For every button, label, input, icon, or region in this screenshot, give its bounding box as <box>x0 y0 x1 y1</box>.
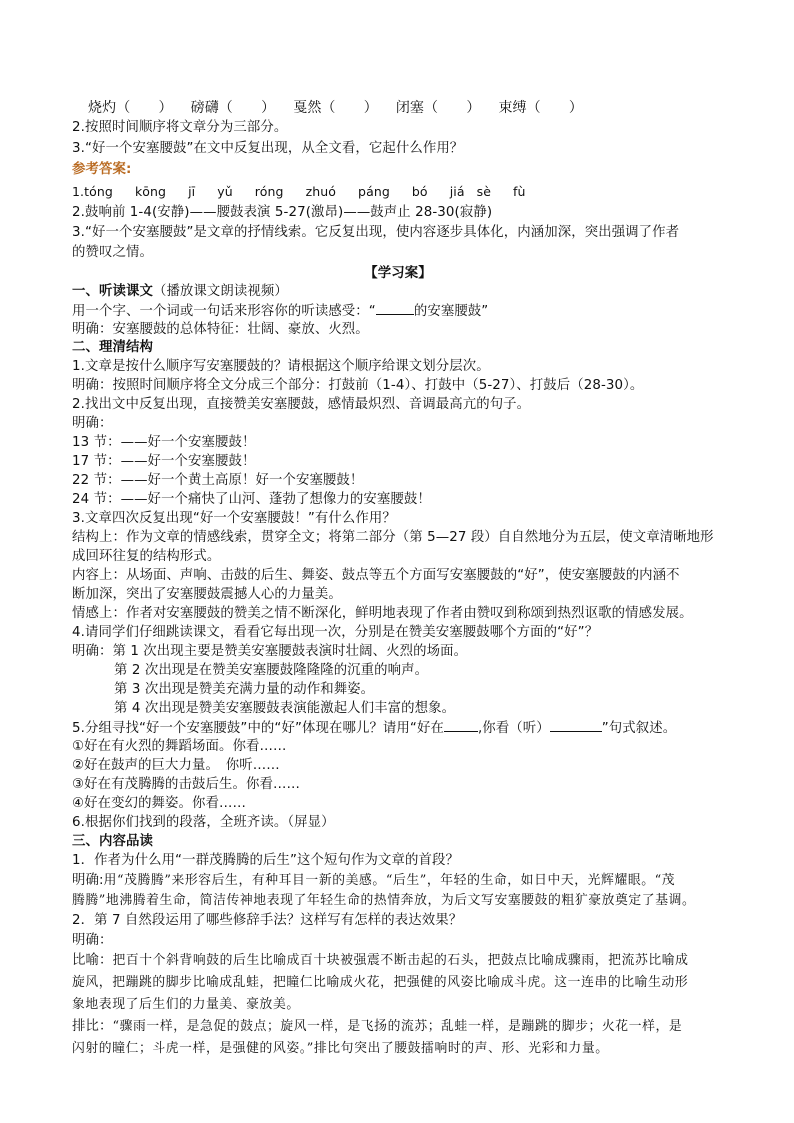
answer-label: 明确: <box>72 873 104 888</box>
s2-question-4: 4.请同学们仔细跳读课文，看看它每出现一次，分别是在赞美安塞腰鼓哪个方面的“好”？ <box>72 625 599 640</box>
blank-line <box>550 719 602 732</box>
s2-question-5 <box>72 719 676 737</box>
s2-question-2: 2.找出文中反复出现，直接赞美安塞腰鼓，感情最炽烈、音调最高亢的句子。 <box>72 397 531 412</box>
pinyin: jī <box>188 184 196 199</box>
pinyin: zhuó <box>305 184 337 199</box>
vocab-word: 闭塞（ ） <box>395 100 481 116</box>
pinyin: sè <box>476 184 491 199</box>
s2-answer-2-label: 明确： <box>72 416 113 431</box>
pinyin: yǔ <box>217 184 233 199</box>
s2-structure-line-2: 成回环往复的结构形式。 <box>72 549 221 564</box>
q5-text-mid: ,你看（听） <box>477 721 550 736</box>
pinyin: fù <box>513 184 526 199</box>
s2-choice: ④好在变幻的舞姿。你看…… <box>72 796 246 811</box>
s2-answer-4-1: 明确：第 1 次出现主要是赞美安塞腰鼓表演时壮阔、火烈的场面。 <box>72 644 468 659</box>
section-1-answer: 明确：安塞腰鼓的总体特征：壮阔、豪放、火烈。 <box>72 322 369 337</box>
section-1-heading <box>72 283 288 300</box>
s3-answer-2-label: 明确： <box>72 933 113 948</box>
vocab-word: 戛然（ ） <box>293 100 378 116</box>
s3-parallel-line-2: 闪射的瞳仁；斗虎一样，是强健的风姿。”排比句突出了腰鼓擂响时的声、形、光彩和力量。 <box>72 1041 609 1056</box>
answer-3-line-2: 的赞叹之情。 <box>72 245 153 260</box>
pinyin: bó <box>411 184 428 199</box>
s2-question-1: 1.文章是按什么顺序写安塞腰鼓的？请根据这个顺序给课文划分层次。 <box>72 359 490 374</box>
s2-structure-line-1: 结构上：作为文章的情感线索，贯穿全文；将第二部分（第 5—27 段）自自然地分为五层，使文章清晰地形 <box>72 530 714 545</box>
s3-answer-1-line-1 <box>72 872 675 889</box>
s3-metaphor-line-3: 象地表现了后生们的力量美、豪放美。 <box>72 997 300 1012</box>
s2-answer-4-4: 第 4 次出现是赞美安塞腰鼓表演能激起人们丰富的想象。 <box>114 701 456 716</box>
s2-content-line-2: 断加深，突出了安塞腰鼓震撼人心的力量美。 <box>72 587 342 602</box>
s2-answer-4-3: 第 3 次出现是赞美充满力量的动作和舞姿。 <box>114 682 375 697</box>
s3-answer-1-line-2: 腾腾”地沸腾着生命，简洁传神地表现了年轻生命的热情奔放，为后文写安塞腰鼓的粗犷豪放奠定了基调。 <box>72 893 696 908</box>
metaphor-label: 比喻： <box>72 953 113 968</box>
pinyin: jiá <box>449 184 465 199</box>
s3-parallel-line-1 <box>72 1018 682 1035</box>
prompt-text: 用一个字、一个词或一句话来形容你的听读感受：“ <box>72 304 376 319</box>
pinyin: 1.tóng <box>72 184 113 199</box>
s2-item: 13 节：——好一个安塞腰鼓！ <box>72 435 256 450</box>
prompt-text-end: 的安塞腰鼓” <box>413 304 489 319</box>
s2-question-6: 6.根据你们找到的段落，全班齐读。（屏显） <box>72 815 335 830</box>
study-plan-title: 【学习案】 <box>364 266 432 281</box>
parallel-label: 排比： <box>72 1019 113 1034</box>
q5-text-end: ”句式叙述。 <box>601 721 677 736</box>
answer-text: 用“茂腾腾”来形容后生，有种耳目一新的美感。“后生”，年轻的生命，如日中天，光辉耀眼。“茂 <box>103 873 676 888</box>
s2-question-3: 3.文章四次反复出现“好一个安塞腰鼓！”有什么作用？ <box>72 511 396 526</box>
blank-line <box>444 719 478 732</box>
section-1-prompt <box>72 302 488 320</box>
s2-item: 22 节：——好一个黄土高原！好一个安塞腰鼓！ <box>72 473 364 488</box>
q5-text: 5.分组寻找“好一个安塞腰鼓”中的“好”体现在哪儿？请用“好在 <box>72 721 444 736</box>
pinyin-answers <box>72 183 548 200</box>
s2-answer-4-2: 第 2 次出现是在赞美安塞腰鼓隆隆隆的沉重的响声。 <box>114 663 429 678</box>
answers-heading: 参考答案: <box>72 162 132 177</box>
s2-answer-1: 明确：按照时间顺序将全文分成三个部分：打鼓前（1-4）、打鼓中（5-27）、打鼓后（28-30）。 <box>72 378 644 393</box>
s2-choice: ②好在鼓声的巨大力量。 你听…… <box>72 758 280 773</box>
s3-question-2: 2．第 7 自然段运用了哪些修辞手法？这样写有怎样的表达效果？ <box>72 913 463 928</box>
s3-metaphor-line-2: 旋风，把蹦跳的脚步比喻成乱蛙，把瞳仁比喻成火花，把强健的风姿比喻成斗虎。这一连串的比喻生动形 <box>72 975 689 990</box>
question-2: 2.按照时间顺序将文章分为三部分。 <box>72 120 288 135</box>
pinyin: kōng <box>134 184 167 199</box>
section-1-note: （播放课文朗读视频） <box>152 284 288 299</box>
s2-choice: ①好在有火烈的舞蹈场面。你看…… <box>72 739 287 754</box>
section-2-heading: 二、理清结构 <box>72 340 153 355</box>
s2-emotion: 情感上：作者对安塞腰鼓的赞美之情不断深化，鲜明地表现了作者由赞叹到称颂到热烈讴歌的情感发展。 <box>72 606 693 621</box>
pinyin: páng <box>358 184 390 199</box>
section-1-title: 一、听读课文 <box>72 284 153 299</box>
vocab-word: 烧灼（ ） <box>88 100 173 116</box>
parallel-text: “骤雨一样，是急促的鼓点；旋风一样，是飞扬的流苏；乱蛙一样，是蹦跳的脚步；火花一样，是 <box>112 1019 683 1034</box>
vocab-word: 束缚（ ） <box>498 100 584 116</box>
s2-content-line-1: 内容上：从场面、声响、击鼓的后生、舞姿、鼓点等五个方面写安塞腰鼓的“好”，使安塞腰鼓的内涵不 <box>72 568 680 583</box>
section-3-heading: 三、内容品读 <box>72 834 153 849</box>
vocab-row <box>88 100 583 117</box>
s2-choice: ③好在有茂腾腾的击鼓后生。你看…… <box>72 777 300 792</box>
vocab-word: 磅礴（ ） <box>190 100 276 116</box>
metaphor-text: 把百十个斜背响鼓的后生比喻成百十块被强震不断击起的石头，把鼓点比喻成骤雨，把流苏比喻成 <box>112 953 689 968</box>
s3-question-1: 1．作者为什么用“一群茂腾腾的后生”这个短句作为文章的首段？ <box>72 853 459 868</box>
question-3: 3.“好一个安塞腰鼓”在文中反复出现，从全文看，它起什么作用？ <box>72 141 464 156</box>
answer-2: 2.鼓响前 1-4(安静)——腰鼓表演 5-27(激昂)——鼓声止 28-30(寂静) <box>72 205 493 220</box>
answer-3-line-1: 3.“好一个安塞腰鼓”是文章的抒情线索。它反复出现，使内容逐步具体化，内涵加深，突出强调了作者 <box>72 225 680 240</box>
pinyin: róng <box>254 184 284 199</box>
s2-item: 24 节：——好一个痛快了山河、蓬勃了想像力的安塞腰鼓！ <box>72 492 431 507</box>
s2-item: 17 节：——好一个安塞腰鼓！ <box>72 454 256 469</box>
s3-metaphor-line-1 <box>72 952 689 969</box>
blank-line <box>376 302 414 315</box>
